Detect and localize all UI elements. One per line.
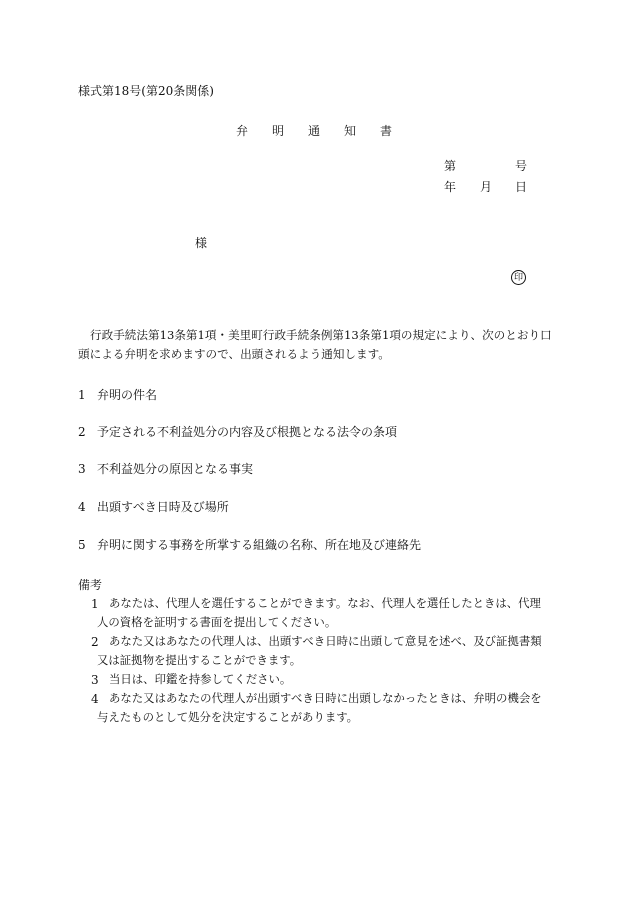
item-number: 2 — [78, 425, 86, 439]
item-number: 5 — [78, 538, 86, 552]
number-prefix: 第 — [444, 159, 457, 173]
number-suffix: 号 — [515, 159, 528, 173]
item-text: 出頭すべき日時及び場所 — [97, 500, 229, 514]
remark-text: あなたは、代理人を選任することができます。なお、代理人を選任したときは、代理 — [109, 596, 541, 610]
paragraph-line: 頭による弁明を求めますので、出頭されるよう通知します。 — [78, 347, 390, 361]
form-number: 様式第18号(第20条関係) — [78, 84, 214, 98]
title-char: 知 — [344, 124, 357, 138]
remark-text: 与えたものとして処分を決定することがあります。 — [97, 710, 359, 724]
title-char: 通 — [308, 124, 321, 138]
item-text: 弁明の件名 — [97, 388, 158, 402]
item-number: 1 — [78, 388, 86, 402]
date-month: 月 — [480, 180, 493, 194]
title-char: 弁 — [236, 124, 249, 138]
date-day: 日 — [515, 180, 528, 194]
item-number: 3 — [78, 462, 86, 476]
remark-text: 当日は、印鑑を持参してください。 — [109, 672, 292, 686]
paragraph-line: 行政手続法第13条第1項・美里町行政手続条例第13条第1項の規定により、次のとおり口 — [90, 328, 552, 342]
item-number: 4 — [78, 500, 86, 514]
remarks-heading: 備考 — [78, 578, 103, 592]
seal-mark: 印 — [511, 270, 526, 285]
item-text: 弁明に関する事務を所掌する組織の名称、所在地及び連絡先 — [97, 538, 422, 552]
remark-number: 3 — [91, 673, 99, 687]
item-text: 予定される不利益処分の内容及び根拠となる法令の条項 — [97, 425, 398, 439]
remark-text: 人の資格を証明する書面を提出してください。 — [97, 615, 337, 629]
addressee-honorific: 様 — [195, 236, 208, 250]
item-text: 不利益処分の原因となる事実 — [97, 462, 254, 476]
title-char: 書 — [380, 124, 393, 138]
remark-number: 2 — [91, 635, 99, 649]
remark-text: あなた又はあなたの代理人が出頭すべき日時に出頭しなかったときは、弁明の機会を — [109, 691, 542, 705]
remark-text: 又は証拠物を提出することができます。 — [97, 653, 302, 667]
remark-number: 1 — [91, 597, 99, 611]
date-year: 年 — [444, 180, 457, 194]
remark-number: 4 — [91, 692, 99, 706]
remark-text: あなた又はあなたの代理人は、出頭すべき日時に出頭して意見を述べ、及び証拠書類 — [109, 634, 542, 648]
title-char: 明 — [272, 124, 285, 138]
